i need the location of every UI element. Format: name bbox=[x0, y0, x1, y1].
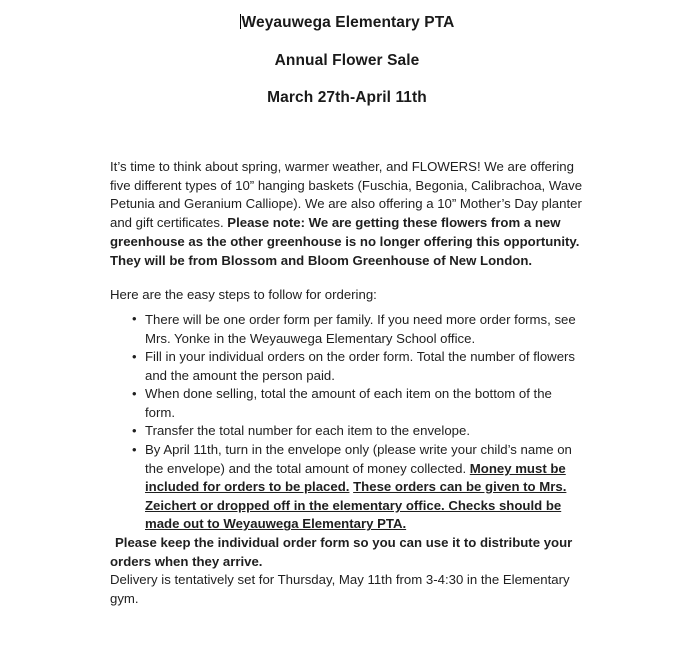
list-item: • Transfer the total number for each item to the envelope. bbox=[110, 422, 583, 441]
intro-paragraph bbox=[110, 158, 583, 270]
last-step-plain-text: By April 11th, turn in the envelope only (please write your child’s name on the envelope) and the total amount of money collected. bbox=[145, 442, 572, 476]
list-item-payment-instructions bbox=[110, 441, 583, 534]
delivery-note: Delivery is tentatively set for Thursday, May 11th from 3-4:30 in the Elementary gym. bbox=[110, 572, 570, 607]
steps-lead-paragraph: Here are the easy steps to follow for ordering: bbox=[110, 287, 377, 303]
subtitle-event-name: Annual Flower Sale bbox=[274, 51, 420, 69]
document-body bbox=[110, 158, 583, 609]
intro-bold-text: Please note: We are getting these flowers from a new greenhouse as the other greenhouse is no longer offering this opportunity. They will be from Blossom and Bloom Greenhouse of New London. bbox=[110, 215, 580, 268]
intro-plain-text: It’s time to think about spring, warmer weather, and FLOWERS! We are offering five different types of 10” hanging baskets (Fuschia, Begonia, Calibrachoa, Wave Petunia and Geranium Calliope). We are also offering a 10” Mother’s Day planter and gift certificates. bbox=[110, 159, 583, 231]
keep-form-note-text: Please keep the individual order form so you can use it to distribute your orders when they arrive. bbox=[110, 535, 573, 569]
subtitle-date-range: March 27th-April 11th bbox=[267, 89, 427, 106]
list-item: • When done selling, total the amount of each item on the bottom of the form. bbox=[110, 385, 583, 422]
emphasis-money-required: Money must be included for orders to be placed. bbox=[145, 460, 566, 495]
page-title-text: Weyauwega Elementary PTA bbox=[241, 14, 455, 31]
text-caret bbox=[240, 14, 241, 29]
keep-form-note bbox=[110, 534, 583, 571]
list-item: • Fill in your individual orders on the order form. Total the number of flowers and the amount the person paid. bbox=[110, 348, 583, 385]
list-item: • There will be one order form per family. If you need more order forms, see Mrs. Yonke in the Weyauwega Elementary School office. bbox=[110, 311, 583, 348]
page-title bbox=[0, 14, 694, 31]
emphasis-dropoff-and-checks: These orders can be given to Mrs. Zeichert or dropped off in the elementary office. Checks should be made out to Weyauwega Elementary PTA. bbox=[145, 479, 567, 532]
ordering-steps-list bbox=[110, 311, 583, 534]
document-heading-block bbox=[0, 0, 694, 106]
